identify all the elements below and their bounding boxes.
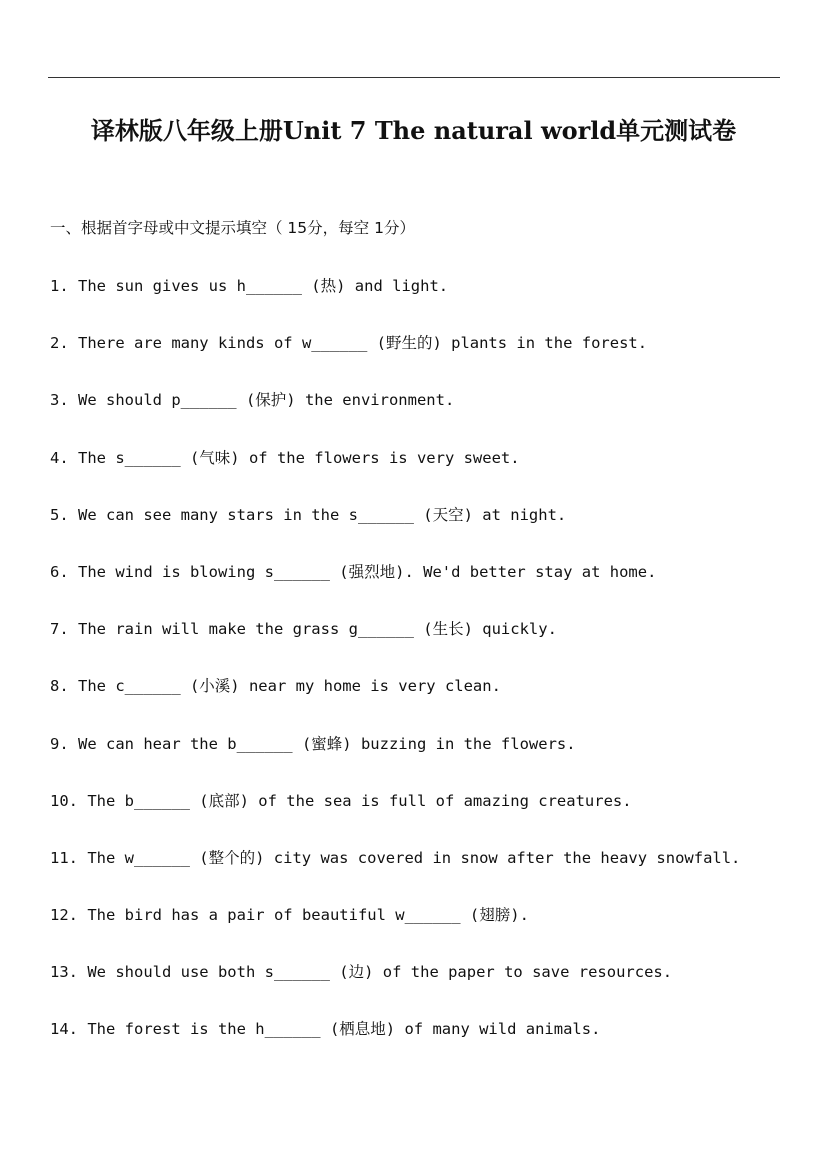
question-item: 11. The w______ (整个的) city was covered in snow after the heavy snowfall. xyxy=(50,848,741,867)
question-list xyxy=(50,274,740,1075)
question-item: 10. The b______ (底部) of the sea is full of amazing creatures. xyxy=(50,791,632,810)
document-title: 译林版八年级上册Unit 7 The natural world单元测试卷 xyxy=(90,116,737,146)
question-item: 6. The wind is blowing s______ (强烈地). We'd better stay at home. xyxy=(50,562,657,581)
question-item: 1. The sun gives us h______ (热) and light. xyxy=(50,277,449,295)
question-item: 2. There are many kinds of w______ (野生的) plants in the forest. xyxy=(50,334,648,353)
question-item: 3. We should p______ (保护) the environment. xyxy=(50,391,455,410)
question-item: 12. The bird has a pair of beautiful w______ (翅膀). xyxy=(50,906,529,925)
question-item: 7. The rain will make the grass g______ (生长) quickly. xyxy=(50,620,557,639)
question-item: 13. We should use both s______ (边) of the paper to save resources. xyxy=(50,963,673,982)
question-item: 4. The s______ (气味) of the flowers is very sweet. xyxy=(50,448,520,467)
question-item: 5. We can see many stars in the s______ (天空) at night. xyxy=(50,505,567,524)
question-item: 14. The forest is the h______ (栖息地) of many wild animals. xyxy=(50,1020,601,1039)
header-rule xyxy=(48,77,780,78)
question-item: 8. The c______ (小溪) near my home is very clean. xyxy=(50,677,501,696)
question-item: 9. We can hear the b______ (蜜蜂) buzzing in the flowers. xyxy=(50,734,576,753)
section-heading: 一、根据首字母或中文提示填空（ 15分，每空 1分） xyxy=(50,219,415,237)
